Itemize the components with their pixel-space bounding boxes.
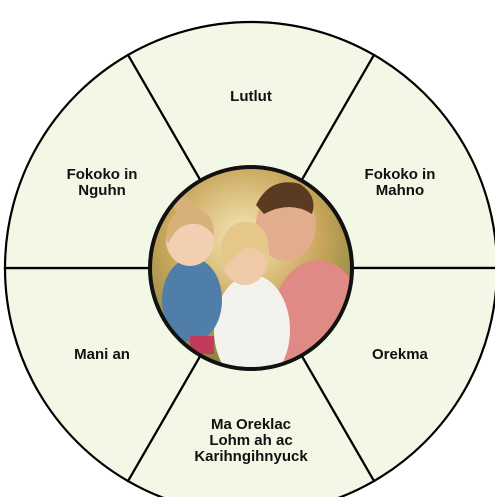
wheel-segment-4-line-2: Lohm ah ac (209, 432, 293, 449)
wheel-segment-6-line-2: Nguhn (78, 182, 126, 199)
wheel-segment-6-line-1: Fokoko in (66, 166, 138, 183)
wheel-segment-2-line-1: Fokoko in (364, 166, 436, 183)
wheel-segment-4-line-1: Ma Oreklac (210, 416, 292, 433)
wheel-segment-5-line-1: Mani an (74, 346, 130, 363)
wheel-segment-3-label (372, 346, 429, 363)
wheel-segment-1-label (230, 88, 272, 105)
wheel-segment-4-line-3: Karihngihnyuck (194, 448, 308, 465)
wheel-segment-1-line-1: Lutlut (230, 88, 272, 105)
wheel-segment-2-line-2: Mahno (375, 182, 425, 199)
wheel-segment-3-line-1: Orekma (372, 346, 428, 363)
wheel-segment-5-label (74, 346, 130, 363)
